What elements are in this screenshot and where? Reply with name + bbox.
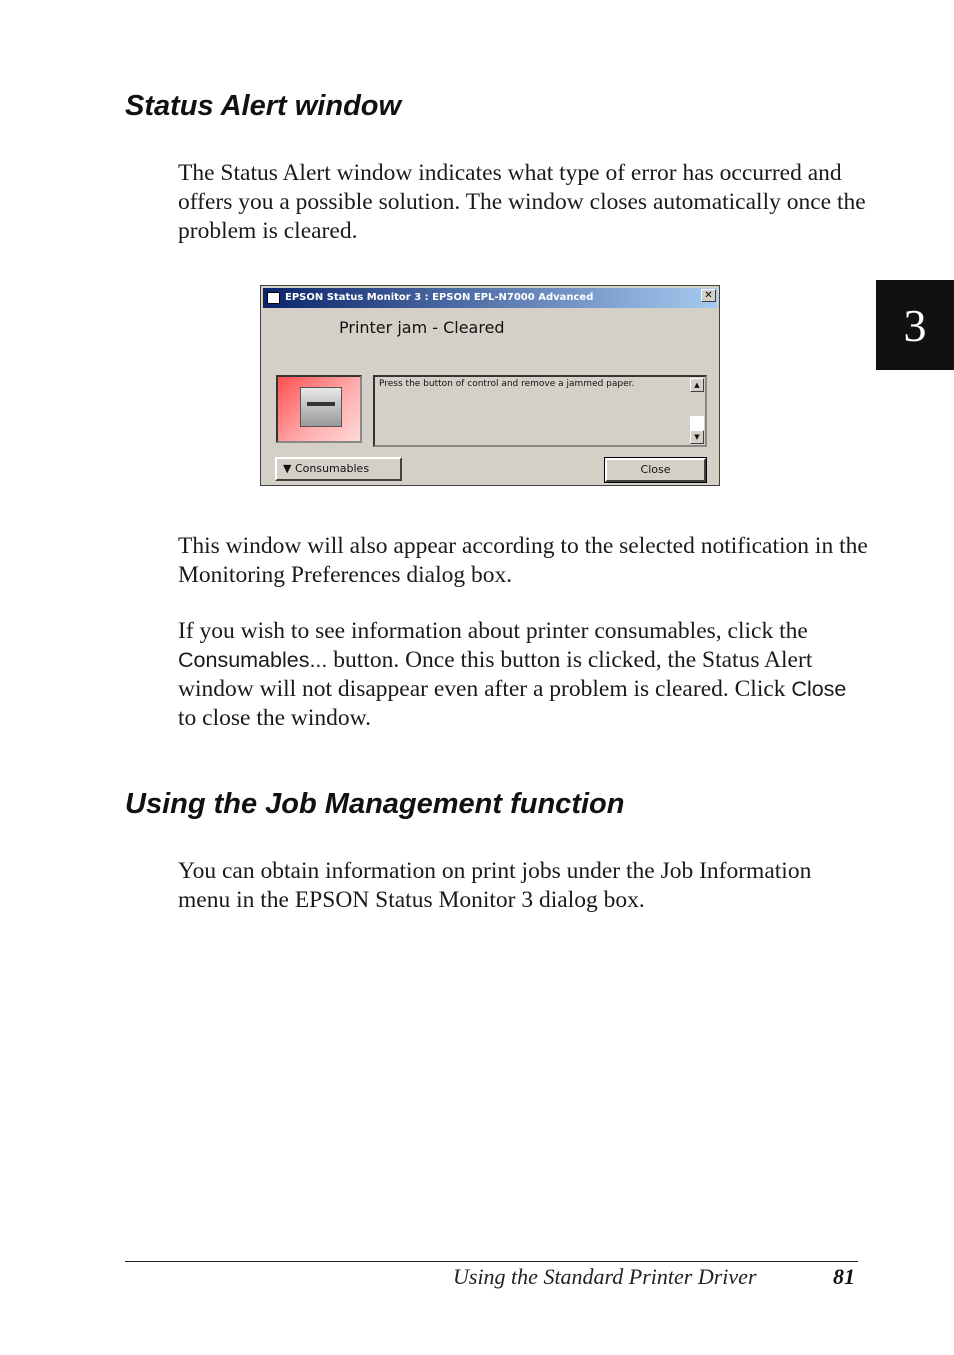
close-x-icon[interactable]: ✕ <box>701 289 716 302</box>
close-ui-term: Close <box>791 677 847 701</box>
text-part: If you wish to see information about printer consumables, click the <box>178 618 808 644</box>
scroll-down-icon[interactable]: ▼ <box>690 430 704 444</box>
text-part: to close the window. <box>178 705 371 731</box>
close-button[interactable]: Close <box>605 458 706 482</box>
printer-icon <box>300 387 342 427</box>
chapter-tab: 3 <box>876 280 954 370</box>
printer-image <box>276 375 362 443</box>
status-message: Printer jam - Cleared <box>339 318 505 337</box>
window-title: EPSON Status Monitor 3 : EPSON EPL-N7000 Advanced <box>285 292 594 303</box>
scroll-thumb[interactable] <box>690 416 704 430</box>
footer-divider <box>125 1261 858 1262</box>
paragraph-job-management: You can obtain information on print jobs under the Job Information menu in the EPSON Status Monitor 3 dialog box. <box>178 858 812 913</box>
printer-slot <box>307 402 335 406</box>
text-part: button. Once this button is clicked, the Status Alert window will not disappear even after a problem is cleared. Click <box>178 647 813 702</box>
section-heading-job-management: Using the Job Management function <box>125 788 625 820</box>
footer-chapter-title: Using the Standard Printer Driver <box>453 1264 757 1289</box>
consumables-button[interactable] <box>275 457 402 481</box>
paragraph-notification: This window will also appear according to the selected notification in the Monitoring Preferences dialog box. <box>178 533 868 588</box>
printer-app-icon <box>267 292 280 304</box>
scroll-up-icon[interactable]: ▲ <box>690 378 704 392</box>
scrollbar[interactable] <box>690 378 704 444</box>
section-heading-status-alert: Status Alert window <box>125 90 402 122</box>
consumables-button-label: Consumables <box>294 462 370 475</box>
status-alert-window-screenshot <box>260 285 720 486</box>
paragraph-consumables <box>178 617 868 733</box>
consumables-ui-term: Consumables... <box>178 648 328 672</box>
paragraph-status-alert-intro: The Status Alert window indicates what type of error has occurred and offers you a possible solution. The window closes automatically once the problem is cleared. <box>178 160 866 244</box>
page-number: 81 <box>833 1264 855 1289</box>
solution-message-box[interactable] <box>373 375 707 447</box>
solution-text: Press the button of control and remove a jammed paper. <box>379 379 635 389</box>
chevron-down-icon: ▼ <box>283 462 292 475</box>
window-title-bar <box>263 288 717 308</box>
